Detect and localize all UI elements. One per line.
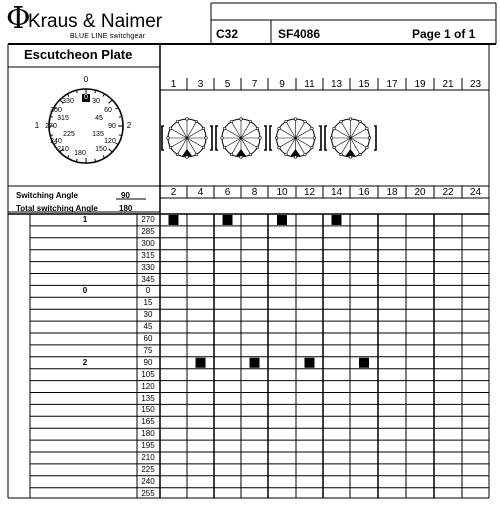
dial-angle-label: 60 — [104, 107, 112, 114]
terminal-number-bottom: 4 — [197, 187, 204, 198]
cam-notch — [349, 156, 352, 159]
position-cell: 2 — [82, 357, 88, 367]
dial-angle-label: 315 — [57, 115, 69, 122]
angle-cell: 135 — [141, 393, 155, 403]
terminal-number-bottom: 6 — [224, 187, 231, 198]
contact-bracket — [264, 126, 266, 150]
cam-notch — [223, 146, 226, 149]
dial-pointer-label: 0 — [84, 94, 88, 101]
terminal-number-top: 23 — [469, 79, 482, 90]
drawing-number: SF4086 — [278, 27, 321, 41]
dial-angle-label: 330 — [62, 98, 74, 105]
cam-notch — [330, 137, 333, 140]
angle-cell: 330 — [141, 262, 155, 272]
total-switching-angle-value: 180 — [119, 204, 133, 213]
dial-angle-label: 180 — [74, 150, 86, 157]
cam-notch — [230, 153, 233, 156]
cam-triangle — [182, 149, 192, 156]
angle-cell: 120 — [141, 381, 155, 391]
switching-angle-value: 90 — [121, 191, 130, 200]
terminal-number-bottom: 12 — [303, 187, 316, 198]
switching-angle-label: Switching Angle — [16, 191, 78, 200]
total-switching-angle-label: Total switching Angle — [16, 204, 98, 213]
cam-notch — [366, 146, 369, 149]
cam-notch — [202, 127, 205, 130]
cam-notch — [249, 153, 252, 156]
angle-cell: 195 — [141, 441, 155, 451]
terminal-number-bottom: 10 — [276, 187, 288, 198]
terminal-number-top: 17 — [386, 79, 398, 90]
dial-angle-label: 90 — [108, 123, 116, 130]
dial-angle-label: 210 — [57, 146, 69, 153]
brand-tagline: BLUE LINE switchgear — [70, 33, 146, 40]
angle-cell: 300 — [141, 238, 155, 248]
contact-bracket — [162, 126, 164, 150]
cam-notch — [249, 120, 252, 123]
dial-angle-label: 225 — [63, 131, 75, 138]
cam-notch — [205, 137, 208, 140]
terminal-number-top: 11 — [304, 79, 315, 90]
cam-contact-icon — [216, 118, 266, 159]
terminal-number-top: 1 — [170, 79, 177, 90]
angle-cell: 240 — [141, 476, 155, 486]
angle-cell: 45 — [143, 322, 153, 332]
cam-notch — [259, 137, 262, 140]
cam-notch — [278, 127, 281, 130]
angle-cell: 315 — [141, 250, 155, 260]
contact-bracket — [325, 126, 327, 150]
terminal-number-top: 15 — [358, 79, 370, 90]
terminal-number-top: 5 — [224, 79, 231, 90]
cam-notch — [333, 146, 336, 149]
cam-contact-icon — [325, 118, 376, 159]
cam-notch — [313, 137, 316, 140]
cam-notch — [186, 118, 189, 121]
cam-triangle — [346, 149, 356, 156]
terminal-number-top: 19 — [414, 79, 426, 90]
cam-notch — [240, 156, 243, 159]
angle-cell: 75 — [143, 345, 153, 355]
dial-angle-label: 120 — [104, 138, 116, 145]
cam-triangle — [236, 149, 246, 156]
cam-notch — [223, 127, 226, 130]
cam-notch — [294, 118, 297, 121]
terminal-number-top: 9 — [279, 79, 285, 90]
cam-notch — [340, 120, 343, 123]
contact-bracket — [216, 126, 218, 150]
cam-notch — [368, 137, 371, 140]
cam-notch — [275, 137, 278, 140]
angle-cell: 0 — [145, 286, 151, 296]
angle-cell: 210 — [141, 453, 155, 462]
contact-bracket — [374, 126, 376, 150]
dial-position-label: 2 — [126, 121, 132, 130]
angle-cell: 225 — [141, 464, 155, 474]
cam-notch — [340, 153, 343, 156]
dial-position-label: 1 — [34, 121, 40, 130]
escutcheon-plate-title: Escutcheon Plate — [24, 47, 133, 62]
terminal-number-top: 21 — [442, 79, 454, 90]
dial-angle-label: 45 — [95, 115, 103, 122]
cam-notch — [285, 120, 288, 123]
page-indicator: Page 1 of 1 — [412, 27, 476, 41]
cam-notch — [349, 118, 352, 121]
cam-notch — [202, 146, 205, 149]
terminal-number-bottom: 2 — [170, 187, 177, 198]
terminal-number-bottom: 20 — [414, 187, 426, 198]
terminal-number-bottom: 8 — [251, 187, 258, 198]
terminal-number-top: 7 — [251, 79, 258, 90]
cam-triangle — [291, 149, 301, 156]
position-cell: 0 — [82, 286, 88, 296]
contact-bracket — [270, 126, 272, 150]
cam-notch — [333, 127, 336, 130]
dial-angle-label: 150 — [95, 146, 107, 153]
dial-tick — [68, 155, 70, 158]
dial-angle-label: 300 — [50, 107, 62, 114]
angle-cell: 90 — [143, 357, 153, 367]
dial-position-label: 0 — [83, 75, 89, 84]
cam-notch — [195, 120, 198, 123]
angle-cell: 345 — [141, 274, 155, 284]
angle-cell: 285 — [141, 226, 155, 236]
angle-cell: 180 — [141, 429, 155, 439]
angle-cell: 30 — [143, 310, 153, 320]
contact-closed-mark — [250, 358, 260, 368]
contact-closed-mark — [332, 215, 342, 225]
terminal-number-top: 13 — [330, 79, 343, 90]
cam-notch — [221, 137, 224, 140]
terminal-number-bottom: 22 — [442, 187, 454, 198]
angle-cell: 165 — [141, 417, 155, 427]
cam-notch — [176, 153, 179, 156]
contact-closed-mark — [359, 358, 369, 368]
cam-notch — [366, 127, 369, 130]
cam-notch — [304, 153, 307, 156]
cam-notch — [359, 153, 362, 156]
cam-notch — [256, 146, 259, 149]
terminal-number-top: 3 — [197, 79, 204, 90]
logo-symbol: Φ — [6, 1, 31, 36]
cam-contact-icon — [270, 118, 321, 159]
cam-notch — [240, 118, 243, 121]
cam-notch — [304, 120, 307, 123]
angle-cell: 60 — [143, 334, 153, 343]
angle-cell: 15 — [143, 298, 153, 308]
cam-notch — [169, 127, 172, 130]
dial-angle-label: 270 — [45, 123, 57, 130]
dial-angle-label: 240 — [50, 138, 62, 145]
terminal-number-bottom: 16 — [358, 187, 370, 198]
angle-cell: 150 — [141, 405, 155, 415]
terminal-number-bottom: 24 — [469, 187, 482, 198]
cam-notch — [176, 120, 179, 123]
dial-angle-label: 135 — [92, 131, 104, 138]
position-cell: 1 — [82, 215, 88, 224]
cam-notch — [311, 127, 314, 130]
dial-tick — [109, 100, 113, 104]
cam-notch — [285, 153, 288, 156]
contact-closed-mark — [196, 358, 206, 368]
model-number: C32 — [216, 27, 239, 41]
cam-notch — [230, 120, 233, 123]
contact-bracket — [319, 126, 321, 150]
dial-tick — [103, 155, 105, 158]
cam-notch — [195, 153, 198, 156]
cam-notch — [169, 146, 172, 149]
cam-notch — [167, 137, 170, 140]
contact-closed-mark — [277, 215, 287, 225]
cam-notch — [186, 156, 189, 159]
angle-cell: 105 — [141, 369, 155, 379]
cam-contact-icon — [162, 118, 212, 159]
contact-closed-mark — [305, 358, 315, 368]
cam-notch — [294, 156, 297, 159]
angle-cell: 255 — [141, 488, 155, 498]
terminal-number-bottom: 18 — [386, 187, 398, 198]
angle-cell: 270 — [141, 215, 155, 224]
contact-bracket — [210, 126, 212, 150]
cam-notch — [278, 146, 281, 149]
cam-notch — [311, 146, 314, 149]
dial-angle-label: 30 — [92, 98, 100, 105]
terminal-number-bottom: 14 — [330, 187, 343, 198]
contact-closed-mark — [169, 215, 179, 225]
brand-name: Kraus & Naimer — [28, 11, 163, 32]
cam-notch — [256, 127, 259, 130]
contact-closed-mark — [223, 215, 233, 225]
cam-notch — [359, 120, 362, 123]
